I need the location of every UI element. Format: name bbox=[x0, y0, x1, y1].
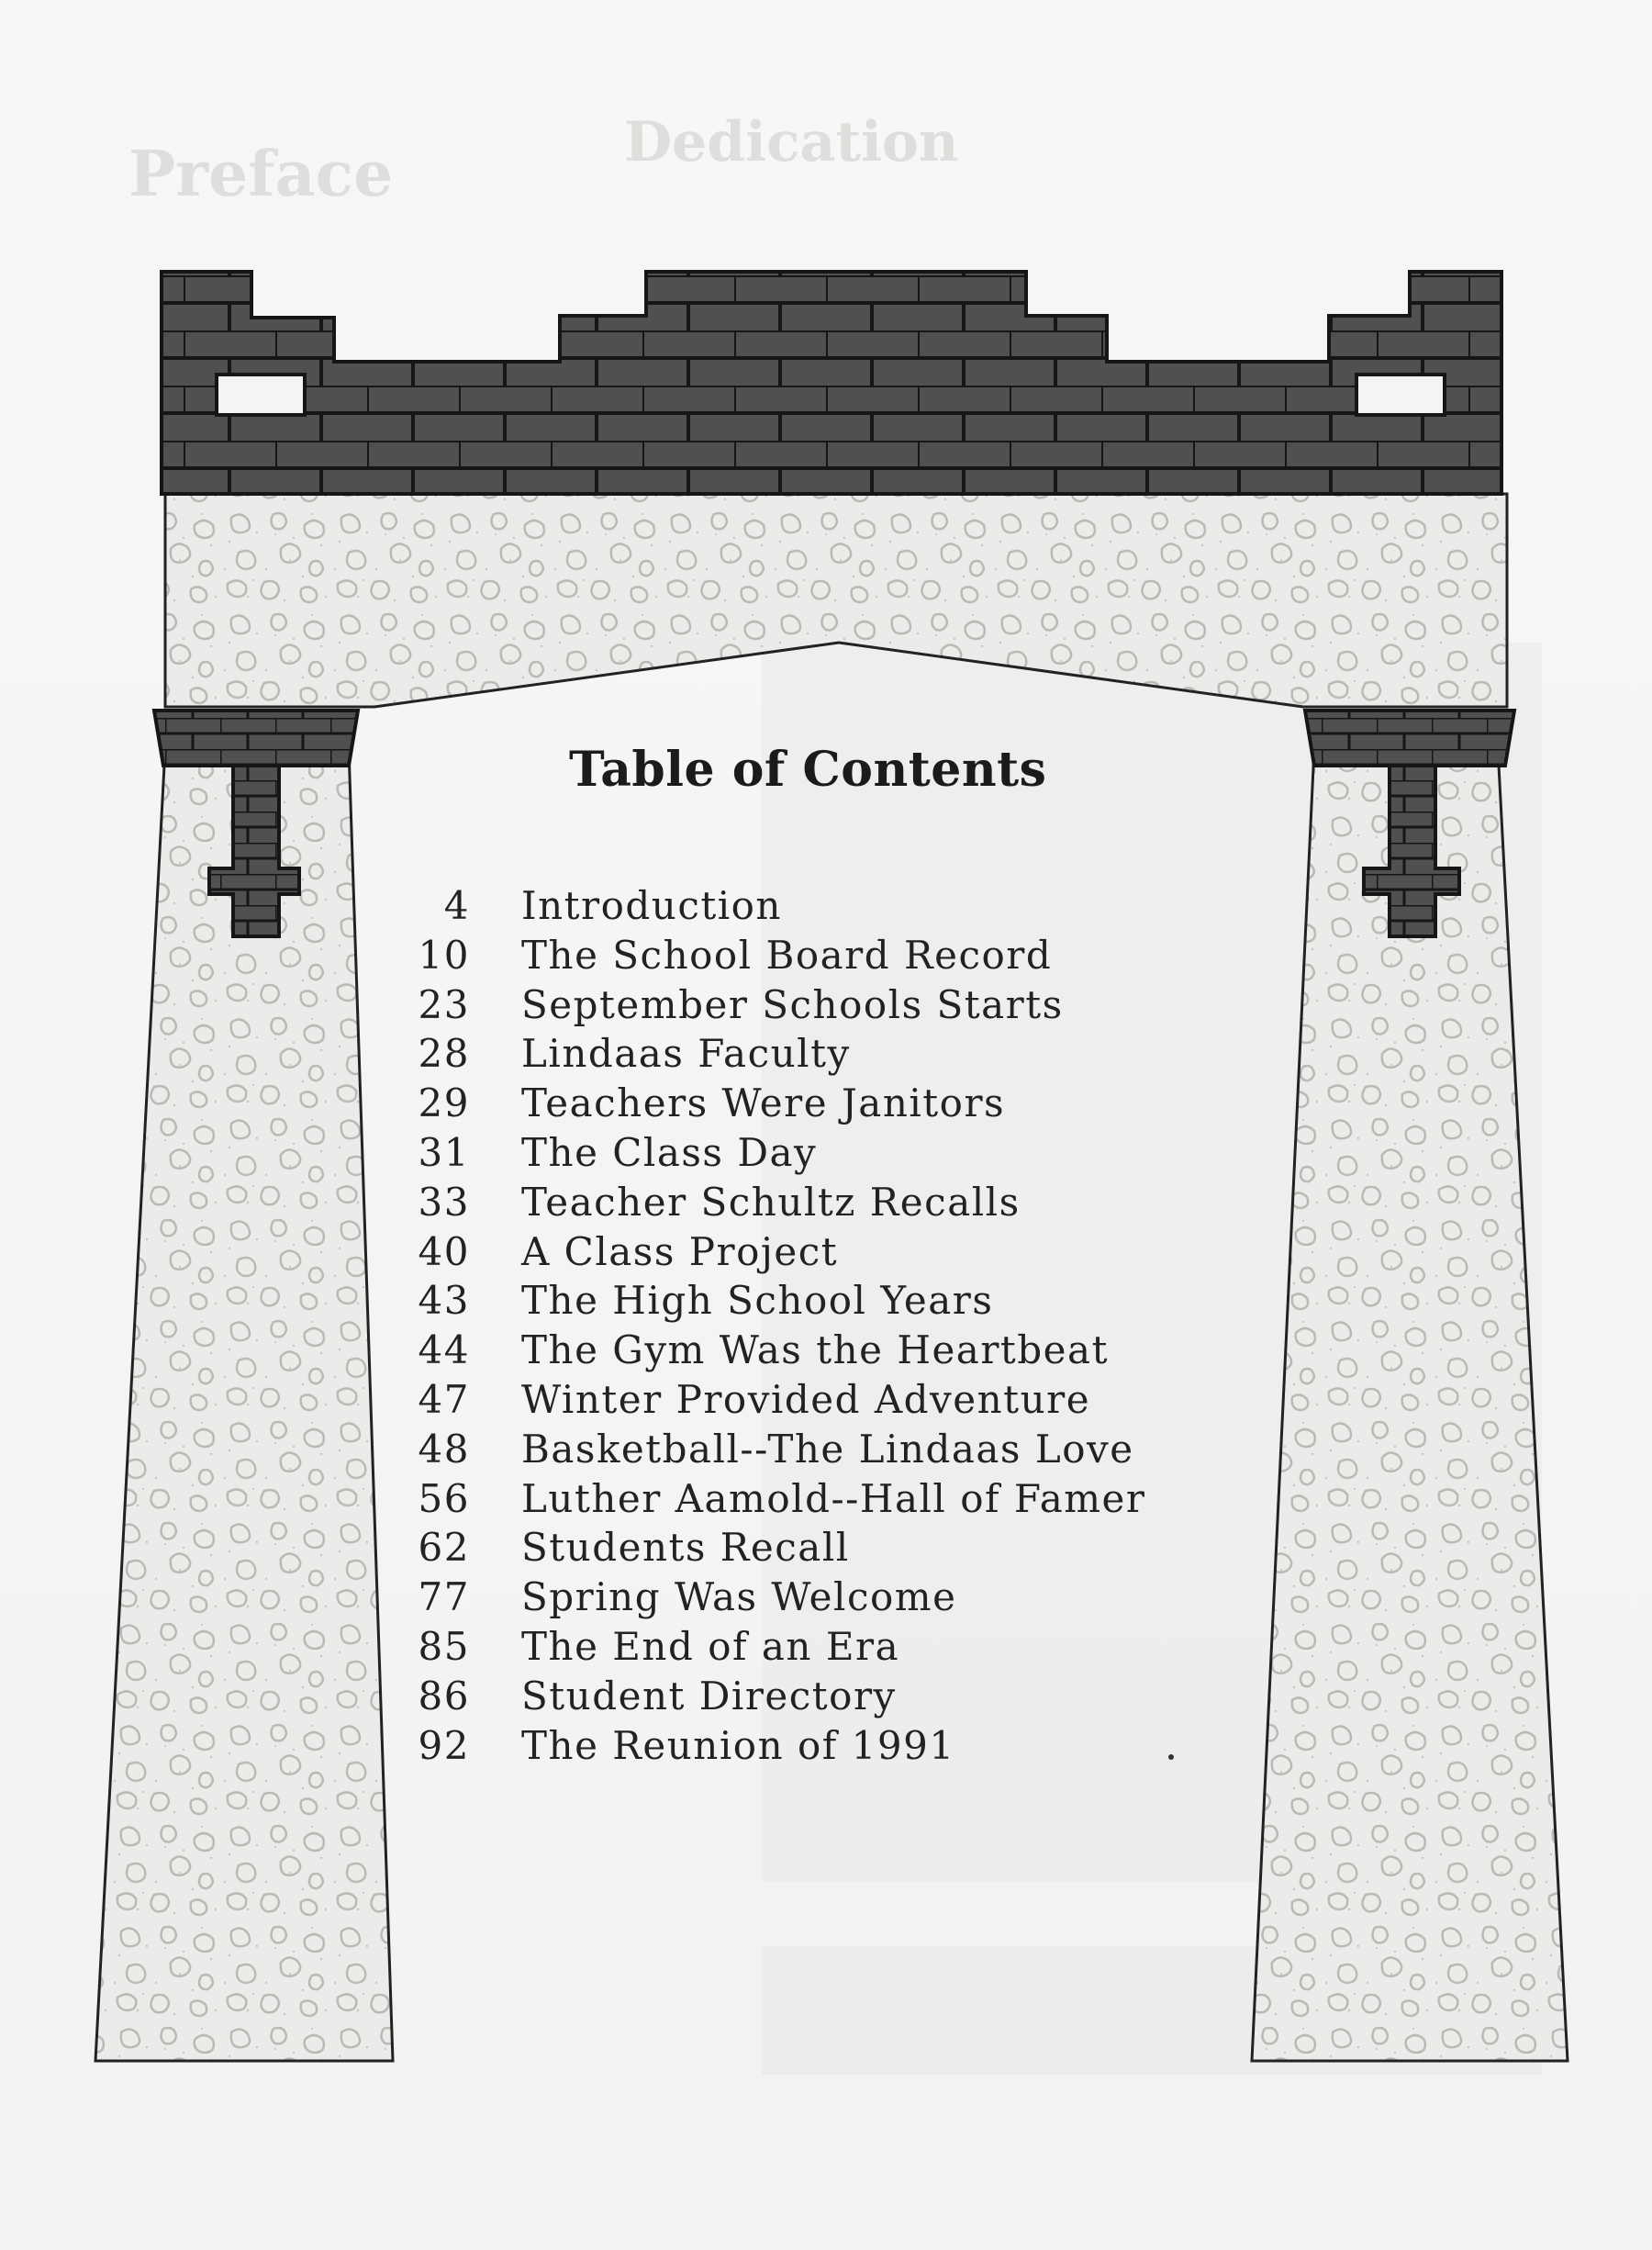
toc-entry-label: Spring Was Welcome bbox=[521, 1574, 957, 1620]
toc-entry[interactable] bbox=[385, 1278, 1267, 1327]
toc-entry-label: Students Recall bbox=[521, 1525, 850, 1571]
toc-entry[interactable] bbox=[385, 1229, 1267, 1279]
toc-entry-label: The Class Day bbox=[521, 1129, 818, 1175]
toc-entry-label: The End of an Era bbox=[521, 1623, 900, 1669]
toc-page-number: 56 bbox=[418, 1475, 470, 1521]
toc-page-number: 48 bbox=[418, 1426, 470, 1472]
toc-entry-label: September Schools Starts bbox=[521, 981, 1064, 1027]
toc-entry-label: Lindaas Faculty bbox=[521, 1031, 851, 1077]
toc-entry-label: Student Directory bbox=[521, 1673, 897, 1718]
toc-entry[interactable] bbox=[385, 1031, 1267, 1080]
toc-entry[interactable] bbox=[385, 1624, 1267, 1674]
brick-battlement bbox=[162, 272, 1501, 494]
toc-page-number: 31 bbox=[418, 1129, 470, 1175]
toc-page-number: 47 bbox=[418, 1376, 470, 1422]
toc-page-number: 28 bbox=[418, 1031, 470, 1077]
toc-entry[interactable] bbox=[385, 883, 1267, 933]
toc-entry-label: Basketball--The Lindaas Love bbox=[521, 1426, 1134, 1472]
toc-page-number: 10 bbox=[418, 932, 470, 978]
toc-list bbox=[385, 883, 1267, 1772]
toc-entry-label: The High School Years bbox=[521, 1278, 994, 1324]
toc-entry-label: Luther Aamold--Hall of Famer bbox=[521, 1475, 1146, 1521]
stone-lintel bbox=[165, 494, 1507, 707]
toc-entry[interactable] bbox=[385, 1525, 1267, 1574]
toc-title: Table of Contents bbox=[569, 742, 1047, 798]
toc-page-number: 40 bbox=[418, 1228, 470, 1274]
left-column bbox=[95, 748, 393, 2061]
toc-page-number: 44 bbox=[418, 1327, 470, 1373]
toc-entry[interactable] bbox=[385, 1180, 1267, 1229]
left-capital bbox=[154, 711, 358, 766]
toc-entry-label: Winter Provided Adventure bbox=[521, 1376, 1091, 1422]
toc-page-number: 4 bbox=[443, 883, 470, 928]
toc-page-number: 77 bbox=[418, 1574, 470, 1620]
toc-entry-label: The School Board Record bbox=[521, 932, 1053, 978]
toc-page-number: 23 bbox=[418, 981, 470, 1027]
toc-entry-label: The Reunion of 1991 bbox=[521, 1722, 955, 1768]
toc-page-number: 62 bbox=[418, 1525, 470, 1571]
toc-entry[interactable] bbox=[385, 1080, 1267, 1130]
toc-entry[interactable] bbox=[385, 1427, 1267, 1476]
toc-page-number: 43 bbox=[418, 1278, 470, 1324]
toc-entry-label: Teachers Were Janitors bbox=[521, 1080, 1006, 1126]
toc-page-number: 92 bbox=[418, 1722, 470, 1768]
bleed-through-heading-left: Preface bbox=[128, 138, 394, 211]
toc-entry[interactable] bbox=[385, 1723, 1267, 1773]
toc-entry[interactable] bbox=[385, 982, 1267, 1032]
toc-entry[interactable] bbox=[385, 1674, 1267, 1723]
toc-entry-label: Teacher Schultz Recalls bbox=[521, 1179, 1021, 1225]
toc-entry[interactable] bbox=[385, 1476, 1267, 1526]
right-column bbox=[1252, 748, 1568, 2061]
toc-entry[interactable] bbox=[385, 1327, 1267, 1377]
toc-page-number: 29 bbox=[418, 1080, 470, 1126]
battlement-window-left bbox=[217, 375, 305, 415]
toc-entry-label: The Gym Was the Heartbeat bbox=[521, 1327, 1109, 1373]
bleed-through-heading-right: Dedication bbox=[624, 110, 959, 174]
battlement-window-right bbox=[1356, 375, 1445, 415]
toc-entry[interactable] bbox=[385, 1130, 1267, 1180]
toc-entry[interactable] bbox=[385, 1377, 1267, 1427]
toc-page-number: 85 bbox=[418, 1623, 470, 1669]
toc-page-number: 33 bbox=[418, 1179, 470, 1225]
toc-entry-label: Introduction bbox=[521, 883, 782, 928]
toc-entry[interactable] bbox=[385, 1574, 1267, 1624]
toc-page-number: 86 bbox=[418, 1673, 470, 1718]
right-capital bbox=[1305, 711, 1514, 766]
toc-entry[interactable] bbox=[385, 933, 1267, 982]
toc-entry-label: A Class Project bbox=[521, 1228, 839, 1274]
